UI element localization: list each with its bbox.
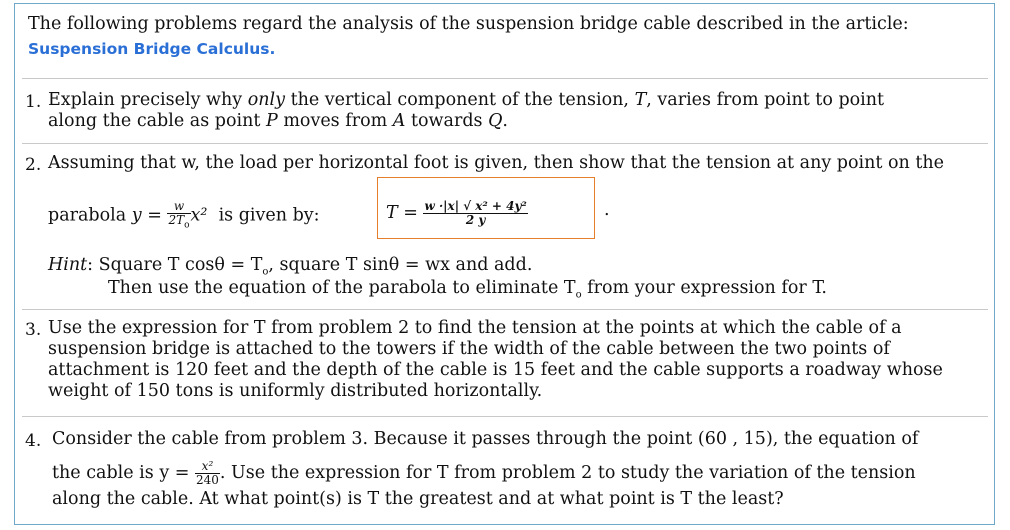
problem-2-line-1: Assuming that w, the load per horizontal foot is given, then show that the tension at any point on the (48, 153, 945, 173)
problem-3-line-4: weight of 150 tons is uniformly distributed horizontally. (48, 381, 543, 401)
divider (22, 78, 988, 79)
formula-period: . (604, 200, 610, 220)
divider (22, 143, 988, 144)
divider (22, 416, 988, 417)
problem-3-line-1: Use the expression for T from problem 2 to find the tension at the points at which the cable of a (48, 318, 902, 338)
parabola-fraction: $\frac{w}{2T_o}$ (168, 199, 190, 231)
divider (22, 309, 988, 310)
problem-number: 2. (25, 155, 42, 175)
tension-fraction: $\frac{\text{w ·|x| √ x² + 4y²}}{2 y}$ (424, 199, 527, 227)
intro-text: The following problems regard the analysis of the suspension bridge cable described in the article: (28, 14, 909, 34)
problem-2-parabola: parabola y = $\frac{w}{2T_o}$ x² is given by: (48, 199, 320, 231)
hint-line-2: Then use the equation of the parabola to eliminate $T_o$ from your expression for T. (108, 278, 827, 301)
problem-4-line-1: Consider the cable from problem 3. Because it passes through the point (60 , 15), the equation of (52, 429, 919, 449)
tension-formula: T = $\frac{\text{w ·|x| √ x² + 4y²}}{2 y}$ (386, 199, 527, 227)
problem-4-line-2: the cable is y = $\frac{\text{x²}}{240}$ . Use the expression for T from problem 2 to study the variation of the tension (52, 459, 916, 487)
problem-3-line-2: suspension bridge is attached to the towers if the width of the cable between the two points of (48, 339, 890, 359)
problem-number: 4. (25, 431, 42, 451)
problem-1-line-1: Explain precisely why only the vertical component of the tension, T, varies from point to point (48, 90, 885, 110)
problem-3-line-3: attachment is 120 feet and the depth of the cable is 15 feet and the cable supports a roadway whose (48, 360, 943, 380)
problem-1-line-2: along the cable as point P moves from A towards Q. (48, 111, 508, 131)
problem-4-line-3: along the cable. At what point(s) is T the greatest and at what point is T the least? (52, 489, 784, 509)
hint-line-1: Hint: Square T $\cos\theta = T_o$, square T sinθ = wx and add. (48, 255, 533, 278)
article-link[interactable]: Suspension Bridge Calculus. (28, 40, 276, 58)
parabola-fraction: $\frac{\text{x²}}{240}$ (196, 459, 219, 487)
problem-number: 1. (25, 92, 42, 112)
problem-number: 3. (25, 320, 42, 340)
